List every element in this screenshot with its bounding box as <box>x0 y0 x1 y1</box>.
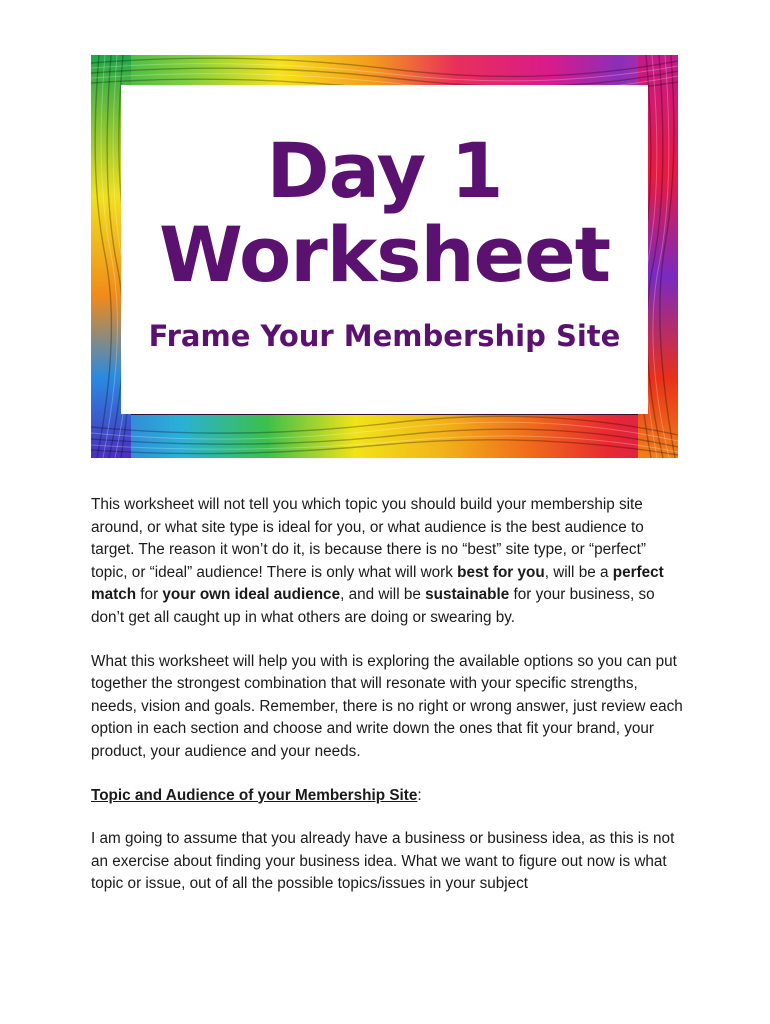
emphasis-best-for-you: best for you <box>457 563 545 581</box>
intro-text-1: This worksheet will not tell you which topic you should build your membership site around, or what site type is ideal for you, or what audience is the best audience to target. The reason it won’t do it, is because there is no “best” site type, or “perfect” topic, or “ideal” audience! There is only what will work <box>91 496 646 581</box>
emphasis-ideal-audience: your own ideal audience <box>162 586 341 604</box>
intro-text-2: , will be a <box>544 563 613 581</box>
topic-paragraph: I am going to assume that you already have a business or business idea, as this is not an exercise about finding your business idea. What we want to figure out now is what topic or issue, out of all the possible topics/issues in your subject <box>91 830 675 893</box>
options-paragraph: What this worksheet will help you with is exploring the available options so you can put together the strongest combination that will resonate with your specific strengths, needs, vision and goals. Remember, there is no right or wrong answer, just review each option in each section and choose and write down the ones that fit your brand, your product, your audience and your needs. <box>91 652 683 760</box>
intro-text-5: for your business, so don’t get all caught up in what others are doing or swearing by. <box>91 586 655 626</box>
worksheet-body <box>91 494 683 917</box>
header-banner <box>91 55 678 458</box>
title-subtitle: Frame Your Membership Site <box>148 319 621 353</box>
intro-text-4: , and will be <box>340 586 426 604</box>
emphasis-perfect-match: perfect match <box>91 563 664 604</box>
emphasis-sustainable: sustainable <box>425 586 510 604</box>
title-card <box>121 85 648 414</box>
intro-text-3: for <box>136 586 163 604</box>
section-heading-colon: : <box>417 786 422 804</box>
intro-paragraph <box>91 494 683 630</box>
title-day: Day 1 <box>266 126 503 215</box>
section-heading-title: Topic and Audience of your Membership Site <box>91 786 418 804</box>
title-worksheet: Worksheet <box>158 210 611 299</box>
section-heading <box>91 785 683 808</box>
